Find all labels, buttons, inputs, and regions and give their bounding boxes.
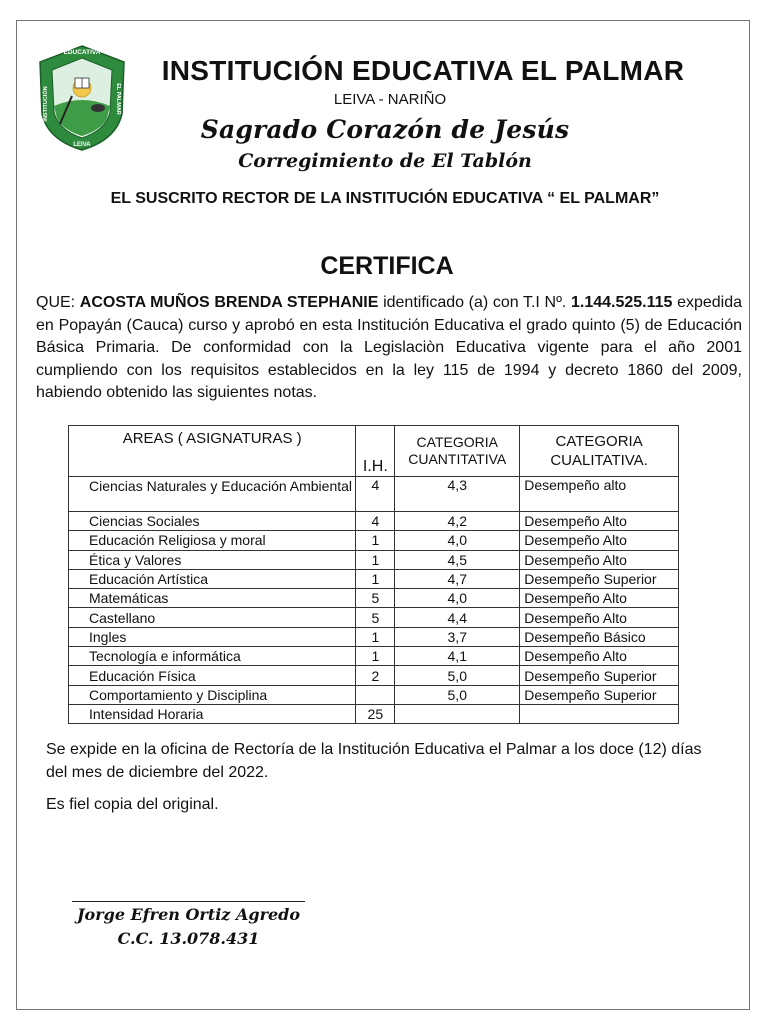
grade-quantitative: 5,0 (395, 685, 520, 704)
header-areas: AREAS ( ASIGNATURAS ) (69, 426, 356, 477)
grade-area: Ingles (69, 627, 356, 646)
grade-row (69, 647, 679, 666)
body-prefix: QUE: (36, 294, 80, 311)
grade-qualitative: Desempeño Alto (520, 550, 679, 569)
grade-area: Educación Física (69, 666, 356, 685)
grade-area: Intensidad Horaria (69, 704, 356, 723)
header-quantitative: CATEGORIA CUANTITATIVA (395, 426, 520, 477)
grade-row (69, 569, 679, 588)
true-copy-note: Es fiel copia del original. (46, 796, 219, 813)
grade-qualitative: Desempeño Básico (520, 627, 679, 646)
school-crest-logo (36, 44, 128, 152)
grade-ih: 4 (356, 477, 395, 512)
grade-row (69, 666, 679, 685)
rector-statement: EL SUSCRITO RECTOR DE LA INSTITUCIÓN EDUCATIVA “ EL PALMAR” (110, 190, 660, 207)
grade-qualitative: Desempeño Alto (520, 512, 679, 531)
grade-qualitative (520, 704, 679, 723)
grade-qualitative: Desempeño Alto (520, 531, 679, 550)
grade-qualitative: Desempeño Alto (520, 608, 679, 627)
grade-row (69, 627, 679, 646)
grade-area: Ética y Valores (69, 550, 356, 569)
grade-area: Tecnología e informática (69, 647, 356, 666)
signature-line (72, 901, 305, 902)
grade-quantitative: 4,3 (395, 477, 520, 512)
student-name: ACOSTA MUÑOS BRENDA STEPHANIE (79, 294, 379, 311)
grade-quantitative: 3,7 (395, 627, 520, 646)
grade-row (69, 531, 679, 550)
grade-ih: 1 (356, 647, 395, 666)
signer-name: Jorge Efren Ortiz Agredo (76, 905, 301, 924)
grade-qualitative: Desempeño Superior (520, 569, 679, 588)
grade-area: Educación Religiosa y moral (69, 531, 356, 550)
grade-ih: 1 (356, 627, 395, 646)
grade-qualitative: Desempeño Superior (520, 666, 679, 685)
issuance-statement: Se expide en la oficina de Rectoría de la Institución Educativa el Palmar a los doce (12) días del mes de diciembre del 2022. (46, 741, 702, 781)
grade-ih: 2 (356, 666, 395, 685)
grade-quantitative: 4,2 (395, 512, 520, 531)
grade-area: Castellano (69, 608, 356, 627)
grade-area: Matemáticas (69, 589, 356, 608)
grade-row (69, 589, 679, 608)
grade-quantitative: 4,1 (395, 647, 520, 666)
grade-qualitative: Desempeño alto (520, 477, 679, 512)
header-qualitative: CATEGORIA CUALITATIVA. (520, 426, 679, 477)
grade-quantitative: 4,4 (395, 608, 520, 627)
institution-name: INSTITUCIÓN EDUCATIVA EL PALMAR (161, 55, 685, 86)
grade-row (69, 550, 679, 569)
grade-ih: 4 (356, 512, 395, 531)
certification-body (36, 292, 742, 405)
grade-ih: 1 (356, 569, 395, 588)
grade-row (69, 704, 679, 723)
grade-quantitative (395, 704, 520, 723)
logo-text-right: EL PALMAR (115, 83, 121, 115)
grades-header-row (69, 426, 679, 477)
signer-id: C.C. 13.078.431 (117, 929, 260, 948)
grade-ih: 5 (356, 608, 395, 627)
grade-qualitative: Desempeño Superior (520, 685, 679, 704)
grade-row (69, 477, 679, 512)
grade-row (69, 685, 679, 704)
grade-ih: 1 (356, 531, 395, 550)
grade-ih: 1 (356, 550, 395, 569)
grade-area: Comportamiento y Disciplina (69, 685, 356, 704)
grade-ih (356, 685, 395, 704)
grade-row (69, 608, 679, 627)
body-rest: expedida en Popayán (Cauca) curso y aprobó en esta Institución Educativa el grado quinto (5) de Educación Básica Primaria. De conformidad con la Legislaciòn Educativa vigente para el año 2001 cumpliendo con los requisitos establecidos en la ley 115 de 1994 y decreto 1860 del 2009, habiendo obtenido las siguientes notas. (36, 294, 743, 401)
grade-row (69, 512, 679, 531)
grade-ih: 25 (356, 704, 395, 723)
certifica-heading: CERTIFICA (320, 252, 454, 280)
grade-ih: 5 (356, 589, 395, 608)
institution-district: Corregimiento de El Tablón (238, 150, 532, 172)
grade-qualitative: Desempeño Alto (520, 589, 679, 608)
grade-qualitative: Desempeño Alto (520, 647, 679, 666)
grade-quantitative: 4,0 (395, 531, 520, 550)
grade-quantitative: 4,0 (395, 589, 520, 608)
logo-text-bottom: LEIVA (73, 142, 91, 148)
body-id-text: identificado (a) con T.I Nº. (378, 294, 571, 311)
student-id-number: 1.144.525.115 (571, 294, 673, 311)
header-ih: I.H. (356, 426, 395, 477)
grade-area: Ciencias Naturales y Educación Ambiental (69, 477, 356, 512)
grade-area: Educación Artística (69, 569, 356, 588)
grades-table (68, 425, 679, 724)
grade-quantitative: 5,0 (395, 666, 520, 685)
institution-location: LEIVA - NARIÑO (333, 91, 447, 108)
institution-motto: Sagrado Corazón de Jesús (200, 115, 570, 144)
logo-text-left: INSTITUCIÓN (43, 86, 49, 122)
grade-quantitative: 4,7 (395, 569, 520, 588)
grade-quantitative: 4,5 (395, 550, 520, 569)
logo-text-top: EDUCATIVA (63, 49, 101, 56)
grade-area: Ciencias Sociales (69, 512, 356, 531)
